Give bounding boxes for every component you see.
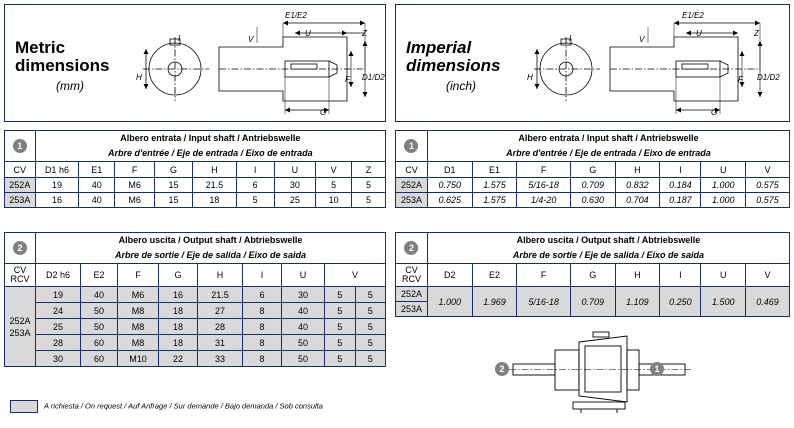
marker-1-icon: 1 <box>404 139 418 153</box>
metric-label-v: V <box>248 35 254 44</box>
marker-2-icon: 2 <box>404 241 418 255</box>
table-row <box>5 351 386 367</box>
footnote-text: A richiesta / On request / Auf Anfrage / Sur demande / Bajo demanda / Sob consulta <box>44 401 323 411</box>
cell-e1: 1.575 <box>472 193 517 208</box>
col-e1: E1 <box>79 162 115 178</box>
output-metric-caption-line1: Albero uscita / Output shaft / Abtriebswelle <box>36 233 386 249</box>
col-g: G <box>570 162 615 178</box>
col-u: U <box>701 162 746 178</box>
cell-e2: 60 <box>81 351 118 367</box>
cell-u: 50 <box>282 351 325 367</box>
metric-label-g: G <box>320 108 327 117</box>
col-e1: E1 <box>472 162 517 178</box>
imperial-title-block <box>406 39 516 93</box>
group-label-252a-253a <box>5 287 36 367</box>
gearbox-assembly-drawing <box>495 330 715 420</box>
col-d2: D2 <box>427 264 472 287</box>
cell-g: 15 <box>155 178 193 193</box>
col-cv: CV <box>396 162 428 178</box>
imperial-label-f: F <box>738 75 743 84</box>
col-i: I <box>660 264 701 287</box>
table-row <box>5 335 386 351</box>
row-label-253a: 253A <box>396 302 428 317</box>
cell-h: 21.5 <box>192 178 236 193</box>
cell-v: 5 <box>325 335 356 351</box>
table-row <box>396 193 790 208</box>
metric-header-panel <box>4 4 386 122</box>
cell-u: 30 <box>274 178 316 193</box>
cell-f: 5/16-18 <box>517 178 571 193</box>
imperial-title-line1: Imperial <box>406 38 472 57</box>
col-i: I <box>236 162 274 178</box>
output-imperial-caption-line2: Arbre de sortie / Eje de salida / Eixo de saida <box>427 248 789 264</box>
table-row <box>5 178 386 193</box>
output-imperial-caption-line1: Albero uscita / Output shaft / Abtriebswelle <box>427 233 789 249</box>
metric-unit: (mm) <box>56 79 84 93</box>
cell-u: 25 <box>274 193 316 208</box>
cell-u: 1.000 <box>701 178 746 193</box>
metric-title-line1: Metric <box>15 38 66 57</box>
metric-shaft-drawing <box>133 11 383 121</box>
cell-i: 8 <box>243 351 282 367</box>
col-d1: D1 <box>427 162 472 178</box>
col-g: G <box>159 264 198 287</box>
cell-f: M6 <box>115 193 155 208</box>
col-h: H <box>615 162 660 178</box>
cell-i: 0.184 <box>660 178 701 193</box>
output-metric-header-row <box>5 264 386 287</box>
cell-e1: 40 <box>79 178 115 193</box>
imperial-label-i: I <box>569 34 572 43</box>
marker-cell-input-imperial <box>396 131 428 162</box>
imperial-label-z: Z <box>754 29 759 38</box>
cell-e2: 1.969 <box>472 287 517 317</box>
cell-e1: 1.575 <box>472 178 517 193</box>
cell-e1: 40 <box>79 193 115 208</box>
cell-d1h6: 16 <box>35 193 79 208</box>
output-shaft-metric-table <box>4 232 386 367</box>
cell-i: 6 <box>236 178 274 193</box>
cell-h: 28 <box>198 319 243 335</box>
cell-e2: 50 <box>81 303 118 319</box>
cell-v2: 5 <box>355 319 386 335</box>
row-label-253a: 253A <box>5 193 36 208</box>
marker-cell-input-metric <box>5 131 36 162</box>
input-imperial-caption-line1: Albero entrata / Input shaft / Antriebswelle <box>427 131 789 147</box>
cell-h: 0.832 <box>615 178 660 193</box>
imperial-header-panel <box>395 4 790 122</box>
row-label-252a: 252A <box>396 178 428 193</box>
cell-e2: 40 <box>81 287 118 303</box>
col-f: F <box>115 162 155 178</box>
group-label-line2: 253A <box>9 327 31 338</box>
cell-h: 18 <box>192 193 236 208</box>
col-i: I <box>243 264 282 287</box>
col-v: V <box>316 162 352 178</box>
cell-h: 27 <box>198 303 243 319</box>
cell-v: 5 <box>325 319 356 335</box>
cell-h: 31 <box>198 335 243 351</box>
col-e2: E2 <box>472 264 517 287</box>
cell-u: 30 <box>282 287 325 303</box>
col-e2: E2 <box>81 264 118 287</box>
cell-d2: 1.000 <box>427 287 472 317</box>
row-label-253a: 253A <box>396 193 428 208</box>
col-u: U <box>282 264 325 287</box>
cell-d2h6: 19 <box>36 287 81 303</box>
cell-h: 33 <box>198 351 243 367</box>
cell-v: 10 <box>316 193 352 208</box>
marker-cell-output-imperial <box>396 233 428 264</box>
imperial-label-e1e2: E1/E2 <box>682 11 704 20</box>
output-imperial-header-row <box>396 264 790 287</box>
col-u: U <box>274 162 316 178</box>
cell-g: 18 <box>159 303 198 319</box>
metric-label-d1d2: D1/D2 <box>362 73 385 82</box>
cell-v: 5 <box>316 178 352 193</box>
metric-label-z: Z <box>362 29 367 38</box>
cell-i: 0.250 <box>660 287 701 317</box>
cell-u: 40 <box>282 319 325 335</box>
imperial-label-g: G <box>711 108 718 117</box>
cell-f: M10 <box>118 351 159 367</box>
cell-h: 0.704 <box>615 193 660 208</box>
col-v: V <box>325 264 386 287</box>
cell-g: 16 <box>159 287 198 303</box>
imperial-unit: (inch) <box>445 79 476 93</box>
cell-z: 5 <box>352 178 386 193</box>
corner-label-cv-rcv <box>5 264 36 287</box>
cell-z: 5 <box>352 193 386 208</box>
cell-v2: 5 <box>355 303 386 319</box>
cell-e2: 60 <box>81 335 118 351</box>
cell-g: 0.709 <box>570 178 615 193</box>
imperial-shaft-drawing <box>524 11 786 121</box>
cell-u: 40 <box>282 303 325 319</box>
col-u: U <box>701 264 746 287</box>
corner-label-line1: CV <box>405 265 418 275</box>
cell-v2: 5 <box>355 287 386 303</box>
corner-label-cv-rcv <box>396 264 428 287</box>
cell-g: 15 <box>155 193 193 208</box>
gearbox-marker-output <box>495 362 509 376</box>
row-label-252a: 252A <box>5 178 36 193</box>
imperial-label-d1d2: D1/D2 <box>757 73 780 82</box>
cell-g: 0.630 <box>570 193 615 208</box>
metric-label-e1e2: E1/E2 <box>285 11 307 20</box>
cell-v2: 5 <box>355 351 386 367</box>
cell-f: M6 <box>115 178 155 193</box>
metric-label-h: H <box>136 73 142 82</box>
cell-d1: 0.625 <box>427 193 472 208</box>
marker-2-icon: 2 <box>495 362 509 376</box>
legend-swatch <box>10 400 38 413</box>
output-metric-caption-line2: Arbre de sortie / Eje de salida / Eixo de saida <box>36 248 386 264</box>
cell-d1h6: 19 <box>35 178 79 193</box>
metric-title-line2: dimensions <box>15 56 110 75</box>
cell-d2h6: 28 <box>36 335 81 351</box>
input-shaft-metric-table <box>4 130 386 208</box>
row-label-252a: 252A <box>396 287 428 302</box>
input-imperial-header-row <box>396 162 790 178</box>
col-cv: CV <box>5 162 36 178</box>
cell-g: 22 <box>159 351 198 367</box>
input-imperial-caption-line2: Arbre d'entrée / Eje de entrada / Eixo de entrada <box>427 146 789 162</box>
cell-u: 1.500 <box>701 287 746 317</box>
cell-v: 0.469 <box>746 287 790 317</box>
cell-v: 5 <box>325 287 356 303</box>
table-row <box>396 287 790 302</box>
corner-label-line2: RCV <box>10 274 30 284</box>
col-i: I <box>660 162 701 178</box>
group-label-line1: 252A <box>9 315 31 326</box>
col-f: F <box>517 264 571 287</box>
cell-u: 50 <box>282 335 325 351</box>
cell-v2: 5 <box>355 335 386 351</box>
cell-f: 5/16-18 <box>517 287 571 317</box>
corner-label-line1: CV <box>13 265 27 275</box>
table-row <box>396 178 790 193</box>
col-v: V <box>746 264 790 287</box>
marker-1-icon: 1 <box>13 139 27 153</box>
cell-d2h6: 30 <box>36 351 81 367</box>
cell-i: 0.187 <box>660 193 701 208</box>
col-h: H <box>615 264 660 287</box>
cell-f: M6 <box>118 287 159 303</box>
cell-i: 5 <box>236 193 274 208</box>
cell-i: 8 <box>243 303 282 319</box>
table-row <box>5 193 386 208</box>
cell-v: 5 <box>325 303 356 319</box>
metric-label-f: F <box>345 75 350 84</box>
table-row <box>5 303 386 319</box>
cell-f: M8 <box>118 335 159 351</box>
cell-f: M8 <box>118 303 159 319</box>
output-shaft-imperial-table <box>395 232 790 317</box>
col-g: G <box>155 162 193 178</box>
input-metric-caption-line1: Albero entrata / Input shaft / Antriebswelle <box>35 131 385 147</box>
table-row <box>5 319 386 335</box>
corner-label-line2: RCV <box>401 274 421 284</box>
cell-h: 21.5 <box>198 287 243 303</box>
cell-v: 0.575 <box>746 193 790 208</box>
input-metric-caption-line2: Arbre d'entrée / Eje de entrada / Eixo de entrada <box>35 146 385 162</box>
cell-g: 0.709 <box>570 287 615 317</box>
cell-f: M8 <box>118 319 159 335</box>
metric-label-i: I <box>178 34 181 43</box>
table-row <box>5 287 386 303</box>
cell-g: 18 <box>159 319 198 335</box>
metric-title-block <box>15 39 125 93</box>
marker-cell-output-metric <box>5 233 36 264</box>
imperial-title-line2: dimensions <box>406 56 501 75</box>
cell-d2h6: 25 <box>36 319 81 335</box>
col-d1h6: D1 h6 <box>35 162 79 178</box>
cell-i: 8 <box>243 319 282 335</box>
cell-i: 8 <box>243 335 282 351</box>
imperial-label-u: U <box>696 29 702 38</box>
input-metric-header-row <box>5 162 386 178</box>
input-shaft-imperial-table <box>395 130 790 208</box>
table-caption-row <box>5 131 386 147</box>
col-f: F <box>517 162 571 178</box>
cell-h: 1.109 <box>615 287 660 317</box>
col-h: H <box>192 162 236 178</box>
col-v: V <box>746 162 790 178</box>
col-h: H <box>198 264 243 287</box>
cell-i: 6 <box>243 287 282 303</box>
cell-d1: 0.750 <box>427 178 472 193</box>
cell-e2: 50 <box>81 319 118 335</box>
cell-v: 0.575 <box>746 178 790 193</box>
marker-2-icon: 2 <box>13 241 27 255</box>
imperial-label-v: V <box>639 35 645 44</box>
cell-u: 1.000 <box>701 193 746 208</box>
cell-d2h6: 24 <box>36 303 81 319</box>
col-d2h6: D2 h6 <box>36 264 81 287</box>
col-z: Z <box>352 162 386 178</box>
marker-1-icon: 1 <box>650 362 664 376</box>
cell-v: 5 <box>325 351 356 367</box>
imperial-label-h: H <box>527 73 533 82</box>
col-f: F <box>118 264 159 287</box>
cell-f: 1/4-20 <box>517 193 571 208</box>
cell-g: 18 <box>159 335 198 351</box>
col-g: G <box>570 264 615 287</box>
footnote <box>10 400 323 413</box>
metric-label-u: U <box>305 29 311 38</box>
gearbox-marker-input <box>650 362 664 376</box>
